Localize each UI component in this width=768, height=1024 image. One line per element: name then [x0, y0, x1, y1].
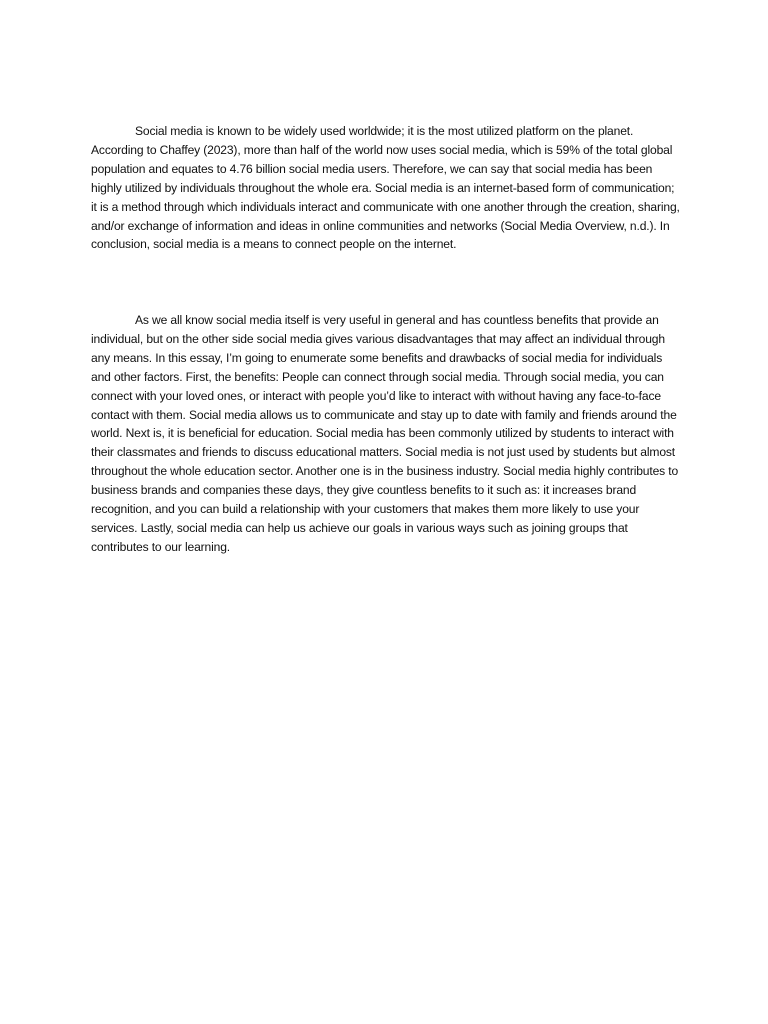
paragraph-benefits: As we all know social media itself is very useful in general and has countless benefits that provide an individual, but on the other side social media gives various disadvantages that may affect an individual through any means. In this essay, I’m going to enumerate some benefits and drawbacks of social media for individuals and other factors. First, the benefits: People can connect through social media. Through social media, you can connect with your loved ones, or interact with people you’d like to interact with without having any face-to-face contact with them. Social media allows us to communicate and stay up to date with family and friends around the world. Next is, it is beneficial for education. Social media has been commonly utilized by students to interact with their classmates and friends to discuss educational matters. Social media is not just used by students but almost throughout the whole education sector. Another one is in the business industry. Social media highly contributes to business brands and companies these days, they give countless benefits to it such as: it increases brand recognition, and you can build a relationship with your customers that makes them more likely to use your services. Lastly, social media can help us achieve our goals in various ways such as joining groups that contributes to our learning.	[91, 313, 679, 554]
paragraph-block-1	[91, 122, 682, 254]
paragraph-block-2	[91, 311, 682, 557]
paragraph-intro: Social media is known to be widely used worldwide; it is the most utilized platform on the planet. According to Chaffey (2023), more than half of the world now uses social media, which is 59% of the total global population and equates to 4.76 billion social media users. Therefore, we can say that social media has been highly utilized by individuals throughout the whole era. Social media is an internet-based form of communication; it is a method through which individuals interact and communicate with one another through the creation, sharing, and/or exchange of information and ideas in online communities and networks (Social Media Overview, n.d.). In conclusion, social media is a means to connect people on the internet.	[91, 124, 680, 252]
